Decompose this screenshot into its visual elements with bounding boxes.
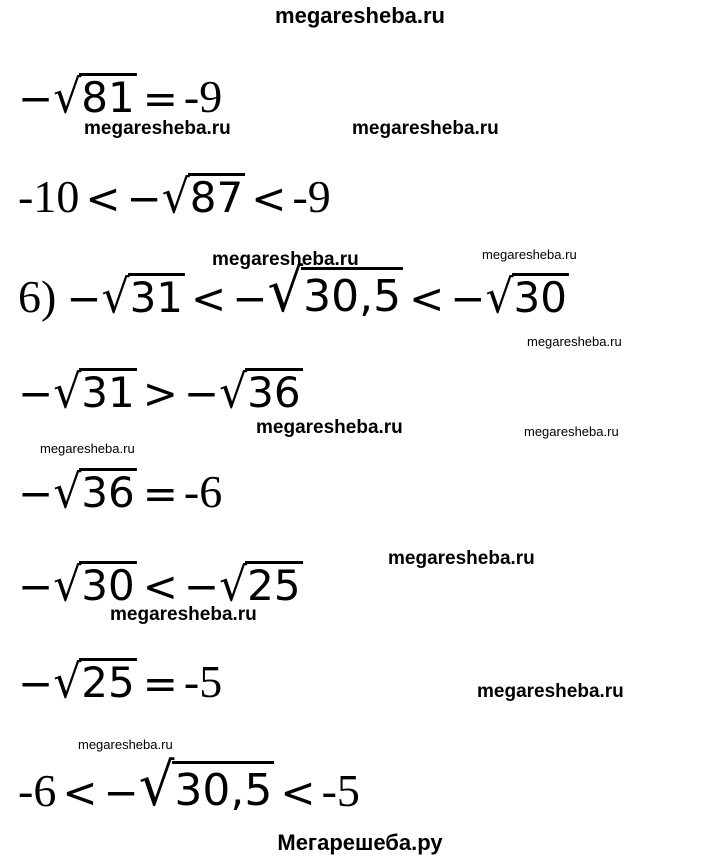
radical-sign-icon: √ — [53, 655, 82, 710]
radical-sign-icon: √ — [219, 365, 248, 420]
math-line-5 — [18, 455, 223, 520]
value: -9 — [292, 171, 331, 222]
radicand: 30 — [513, 272, 567, 322]
value: -6 — [183, 466, 223, 517]
radicand: 30,5 — [172, 761, 274, 814]
operator: < — [251, 174, 287, 223]
radical-sign-icon: √ — [101, 270, 130, 325]
math-line-2 — [18, 160, 331, 225]
radicand: 36 — [81, 467, 135, 517]
watermark: megaresheba.ru — [78, 737, 173, 752]
radical-sign-icon: √ — [161, 170, 190, 225]
radical-sign-icon: √ — [219, 558, 248, 613]
watermark: megaresheba.ru — [256, 417, 403, 438]
square-root — [53, 70, 137, 125]
value: -9 — [183, 71, 223, 122]
watermark: megaresheba.ru — [352, 118, 499, 139]
minus-sign: − — [183, 562, 220, 611]
square-root — [485, 270, 570, 325]
value: -10 — [18, 171, 80, 222]
math-line-8 — [18, 750, 360, 820]
watermark: megaresheba.ru — [388, 548, 535, 569]
radical-sign-icon: √ — [53, 465, 82, 520]
square-root — [267, 257, 403, 326]
radicand: 31 — [129, 272, 184, 322]
radical-sign-icon: √ — [267, 257, 304, 326]
operator: < — [280, 768, 316, 817]
radicand: 87 — [189, 172, 244, 222]
radical-sign-icon: √ — [53, 365, 82, 420]
radicand: 31 — [81, 367, 135, 417]
radicand: 36 — [247, 367, 301, 417]
operator: < — [142, 562, 178, 611]
watermark: megaresheba.ru — [110, 604, 257, 625]
watermark: megaresheba.ru — [482, 247, 577, 262]
math-line-7 — [18, 645, 223, 710]
watermark-top: megaresheba.ru — [275, 3, 445, 28]
minus-sign: − — [18, 469, 54, 518]
minus-sign: − — [183, 369, 220, 418]
math-line-6 — [18, 548, 303, 613]
minus-sign: − — [450, 274, 486, 323]
square-root — [161, 170, 246, 225]
value: -5 — [183, 656, 223, 707]
square-root — [219, 365, 303, 420]
minus-sign: − — [126, 174, 162, 223]
radicand: 30,5 — [301, 267, 403, 320]
watermark: megaresheba.ru — [527, 334, 622, 349]
watermark: megaresheba.ru — [84, 118, 231, 139]
radical-sign-icon: √ — [53, 558, 82, 613]
minus-sign: − — [66, 274, 102, 323]
operator: = — [142, 74, 178, 123]
operator: < — [85, 174, 121, 223]
watermark: megaresheba.ru — [40, 441, 135, 456]
value: -6 — [18, 765, 57, 816]
square-root — [219, 558, 303, 613]
square-root — [101, 270, 186, 325]
square-root — [53, 655, 137, 710]
watermark: megaresheba.ru — [477, 681, 624, 702]
radicand: 81 — [81, 72, 135, 122]
radicand: 30 — [81, 560, 135, 610]
operator: < — [409, 274, 445, 323]
radical-sign-icon: √ — [53, 70, 82, 125]
minus-sign: − — [232, 274, 268, 323]
item-label: 6) — [18, 271, 57, 322]
math-line-4 — [18, 355, 303, 420]
square-root — [53, 558, 137, 613]
watermark: megaresheba.ru — [212, 249, 359, 270]
watermark-bottom: Мегарешеба.ру — [277, 830, 443, 855]
value: -5 — [321, 765, 360, 816]
minus-sign: − — [18, 659, 54, 708]
operator: > — [142, 369, 178, 418]
math-line-1 — [18, 60, 223, 125]
operator: < — [62, 768, 98, 817]
minus-sign: − — [18, 369, 54, 418]
operator: = — [142, 659, 178, 708]
square-root — [53, 465, 137, 520]
radicand: 25 — [81, 657, 135, 707]
radicand: 25 — [247, 560, 301, 610]
radical-sign-icon: √ — [485, 270, 514, 325]
radical-sign-icon: √ — [138, 751, 175, 820]
operator: < — [191, 274, 227, 323]
minus-sign: − — [18, 74, 54, 123]
operator: = — [142, 469, 178, 518]
minus-sign: − — [18, 562, 54, 611]
minus-sign: − — [103, 768, 139, 817]
square-root — [138, 751, 275, 820]
watermark: megaresheba.ru — [524, 424, 619, 439]
square-root — [53, 365, 137, 420]
